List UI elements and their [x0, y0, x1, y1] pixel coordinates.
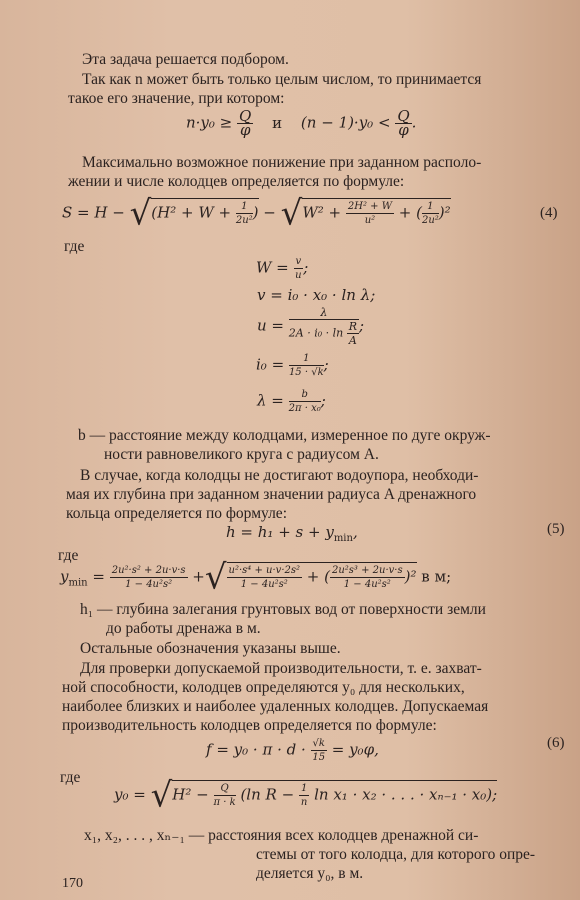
formula-5: $h = h_1 + s + y_{min}$, — [226, 523, 358, 544]
equation-number: (5) — [547, 521, 565, 537]
text-line: В случае, когда колодцы не достигают водоупора, необходи- — [80, 467, 479, 484]
fraction-q-phi: $\frac{Q}{\varphi}$ — [239, 107, 252, 139]
ineq-and: и — [272, 113, 283, 132]
text-line: мая их глубина при заданном значении радиуса A дренажного — [66, 486, 477, 503]
formula-6: f = y₀ · π · d · $\frac{√k}{15}$ = y₀φ, — [206, 738, 379, 763]
text-line: ности равновеликого круга с радиусом A. — [104, 446, 379, 463]
ineq-mid: (n − 1)·y₀ < — [300, 113, 391, 132]
formula-ymin: $y_{min}$ = $\frac{\text{2u²·s² + 2u·v·s}}{\text{1 − 4u²s²}}$ +√ $\frac{\text{u²·s⁴ + u·v·2s²}}{\text{1 − 4u²s²}}$ + ( $\frac{\text{2u²s³ + 2u·v·s}}{\text{1 − 4u²s²}}$ )² в м; — [60, 557, 452, 598]
formula-y0: y₀ = √H² − $\frac{Q}{\pi \cdot k}$ (ln R − $\frac{1}{n}$ ln x₁ · x₂ · . . . · xₙ₋₁ · x₀); — [114, 775, 498, 816]
text-line: стемы от того колодца, для которого опре- — [256, 846, 536, 863]
text-line: кольца определяется по формуле: — [66, 505, 287, 522]
s-eq-left: S = H − — [62, 203, 125, 222]
text-line: жении и числе колодцев определяется по формуле: — [68, 173, 405, 190]
formula-w: W = $\frac{v}{u}$ ; — [256, 256, 309, 281]
inequality-formula: n·y₀ ≥ $\frac{Q}{\varphi}$ и (n − 1)·y₀ < $\frac{Q}{\varphi}$ . — [186, 107, 417, 139]
text-line: где — [64, 238, 85, 255]
text-line: h₁ — глубина залегания грунтовых вод от поверхности земли — [80, 601, 486, 618]
text-line: где — [60, 769, 81, 786]
formula-i0: i₀ = $\frac{1}{15 \cdot √k}$ ; — [256, 353, 329, 378]
formula-lambda: λ = $\frac{b}{\text{2π · x₀}}$ ; — [257, 389, 326, 414]
text-line: до работы дренажа в м. — [106, 620, 261, 637]
text-line: Максимально возможное понижение при заданном располо- — [82, 154, 482, 171]
equation-number: (4) — [540, 205, 558, 221]
text-line: деляется y₀, в м. — [256, 865, 364, 882]
text-line: такое его значение, при котором: — [68, 90, 285, 107]
text-line: b — расстояние между колодцами, измеренное по дуге окруж- — [78, 427, 491, 444]
text-line: Эта задача решается подбором. — [82, 51, 289, 68]
fraction-q-phi: $\frac{Q}{\varphi}$ — [397, 107, 410, 139]
text-line: Остальные обозначения указаны выше. — [80, 640, 341, 657]
text-line: наиболее близких и наиболее удаленных колодцев. Допускаемая — [62, 698, 489, 715]
formula-4: S = H − √(H² + W + $\frac{1}{\text{2u²}}$ ) − √W² + $\frac{\text{2H² + W}}{\text{u²}}$ + ( $\frac{1}{\text{2u²}}$ )² — [62, 193, 451, 234]
text-line: ной способности, колодцев определяются y₀ для нескольких, — [62, 679, 465, 696]
page-number: 170 — [62, 876, 83, 891]
text-line: производительность колодцев определяется по формуле: — [62, 717, 437, 734]
text-line: Так как n может быть только целым числом, то принимается — [82, 71, 482, 88]
text-line: Для проверки допускаемой производительности, т. е. захват- — [80, 660, 482, 677]
text-line: x₁, x₂, . . . , xₙ₋₁ — расстояния всех колодцев дренажной си- — [84, 827, 479, 844]
equation-number: (6) — [547, 735, 565, 751]
formula-v: v = i₀ · x₀ · ln λ; — [257, 286, 376, 304]
text-line: где — [58, 547, 79, 564]
formula-u: u = λ 2A · i₀ · ln $\frac{R}{A}$ ; — [257, 306, 365, 347]
ineq-left: n·y₀ ≥ — [186, 113, 233, 132]
